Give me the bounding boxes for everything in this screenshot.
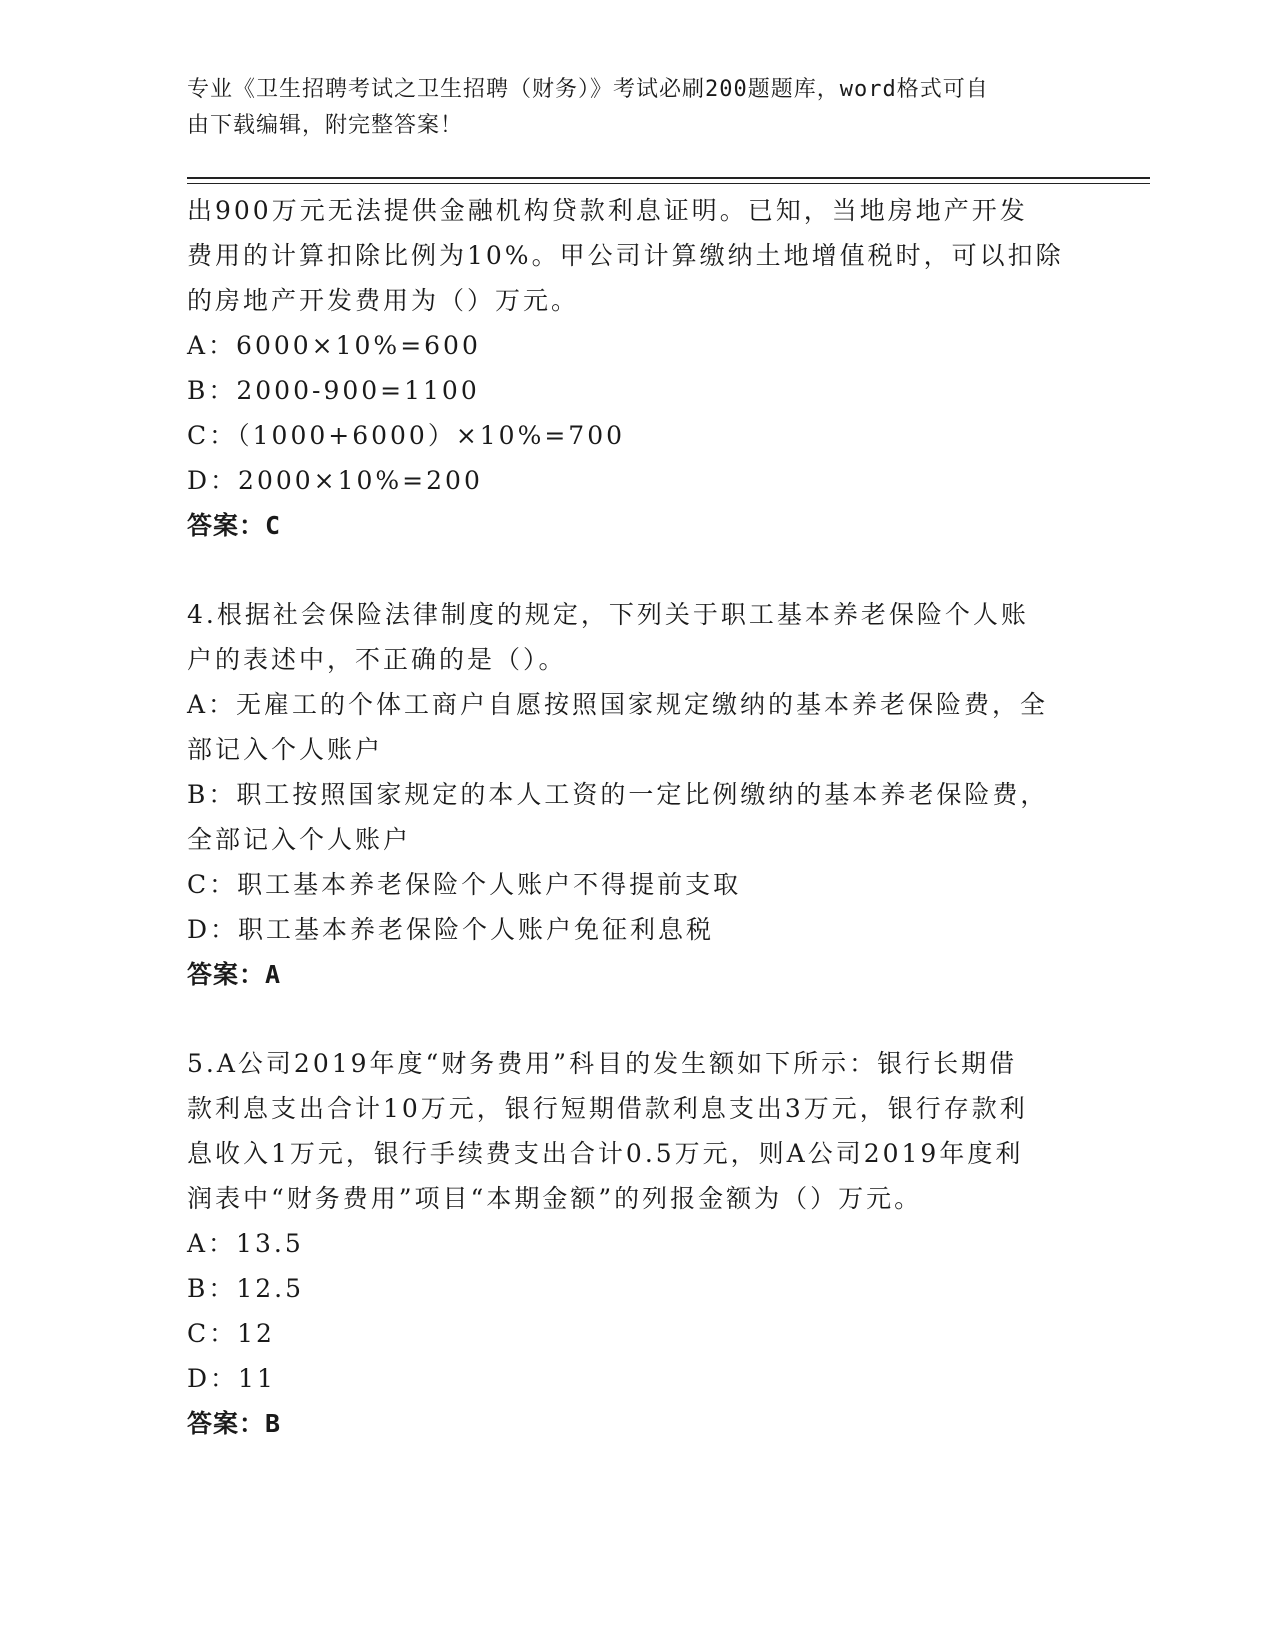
question-5-stem-line: 款利息支出合计10万元，银行短期借款利息支出3万元，银行存款利 <box>187 1094 1028 1123</box>
question-5 <box>187 1041 1087 1446</box>
document-body <box>187 188 1087 1446</box>
question-3-option-b: B：2000-900=1100 <box>187 376 480 405</box>
question-5-stem-line: 息收入1万元，银行手续费支出合计0.5万元，则A公司2019年度利 <box>187 1139 1024 1168</box>
question-spacer <box>187 997 1087 1041</box>
question-5-option-b: B：12.5 <box>187 1274 305 1303</box>
question-4-option-a: A：无雇工的个体工商户自愿按照国家规定缴纳的基本养老保险费，全 <box>187 690 1049 719</box>
document-header <box>187 72 1067 144</box>
question-spacer <box>187 548 1087 592</box>
question-3-stem-line: 费用的计算扣除比例为10%。甲公司计算缴纳土地增值税时，可以扣除 <box>187 241 1064 270</box>
question-3-answer: 答案：C <box>187 511 282 540</box>
question-5-option-a: A：13.5 <box>187 1229 304 1258</box>
question-3-stem-line: 出900万元无法提供金融机构贷款利息证明。已知，当地房地产开发 <box>187 196 1028 225</box>
question-5-stem-line: 润表中“财务费用”项目“本期金额”的列报金额为（）万元。 <box>187 1184 923 1213</box>
question-3-option-a: A：6000×10%=600 <box>187 331 481 360</box>
question-5-answer: 答案：B <box>187 1409 282 1438</box>
header-rule-thick <box>187 177 1150 179</box>
question-5-stem-line: 5.A公司2019年度“财务费用”科目的发生额如下所示：银行长期借 <box>187 1049 1018 1078</box>
question-4 <box>187 592 1087 997</box>
header-line-2: 由下载编辑，附完整答案！ <box>187 113 464 138</box>
question-4-stem-line: 4.根据社会保险法律制度的规定，下列关于职工基本养老保险个人账 <box>187 600 1029 629</box>
question-3-option-c: C：（1000+6000）×10%=700 <box>187 421 626 450</box>
header-line-1: 专业《卫生招聘考试之卫生招聘（财务）》考试必刷200题题库，word格式可自 <box>187 77 989 102</box>
question-4-stem-line: 户的表述中，不正确的是（）。 <box>187 645 567 674</box>
question-5-option-c: C：12 <box>187 1319 275 1348</box>
question-4-option-a-cont: 部记入个人账户 <box>187 735 384 764</box>
question-4-option-b-cont: 全部记入个人账户 <box>187 825 412 854</box>
question-4-option-c: C：职工基本养老保险个人账户不得提前支取 <box>187 870 742 899</box>
header-rule-thin <box>187 183 1150 184</box>
question-5-option-d: D：11 <box>187 1364 276 1393</box>
question-3-stem-line: 的房地产开发费用为（）万元。 <box>187 286 580 315</box>
question-4-option-b: B：职工按照国家规定的本人工资的一定比例缴纳的基本养老保险费， <box>187 780 1049 809</box>
question-3-option-d: D：2000×10%=200 <box>187 466 483 495</box>
question-4-option-d: D：职工基本养老保险个人账户免征利息税 <box>187 915 715 944</box>
question-4-answer: 答案：A <box>187 960 282 989</box>
question-3 <box>187 188 1087 548</box>
